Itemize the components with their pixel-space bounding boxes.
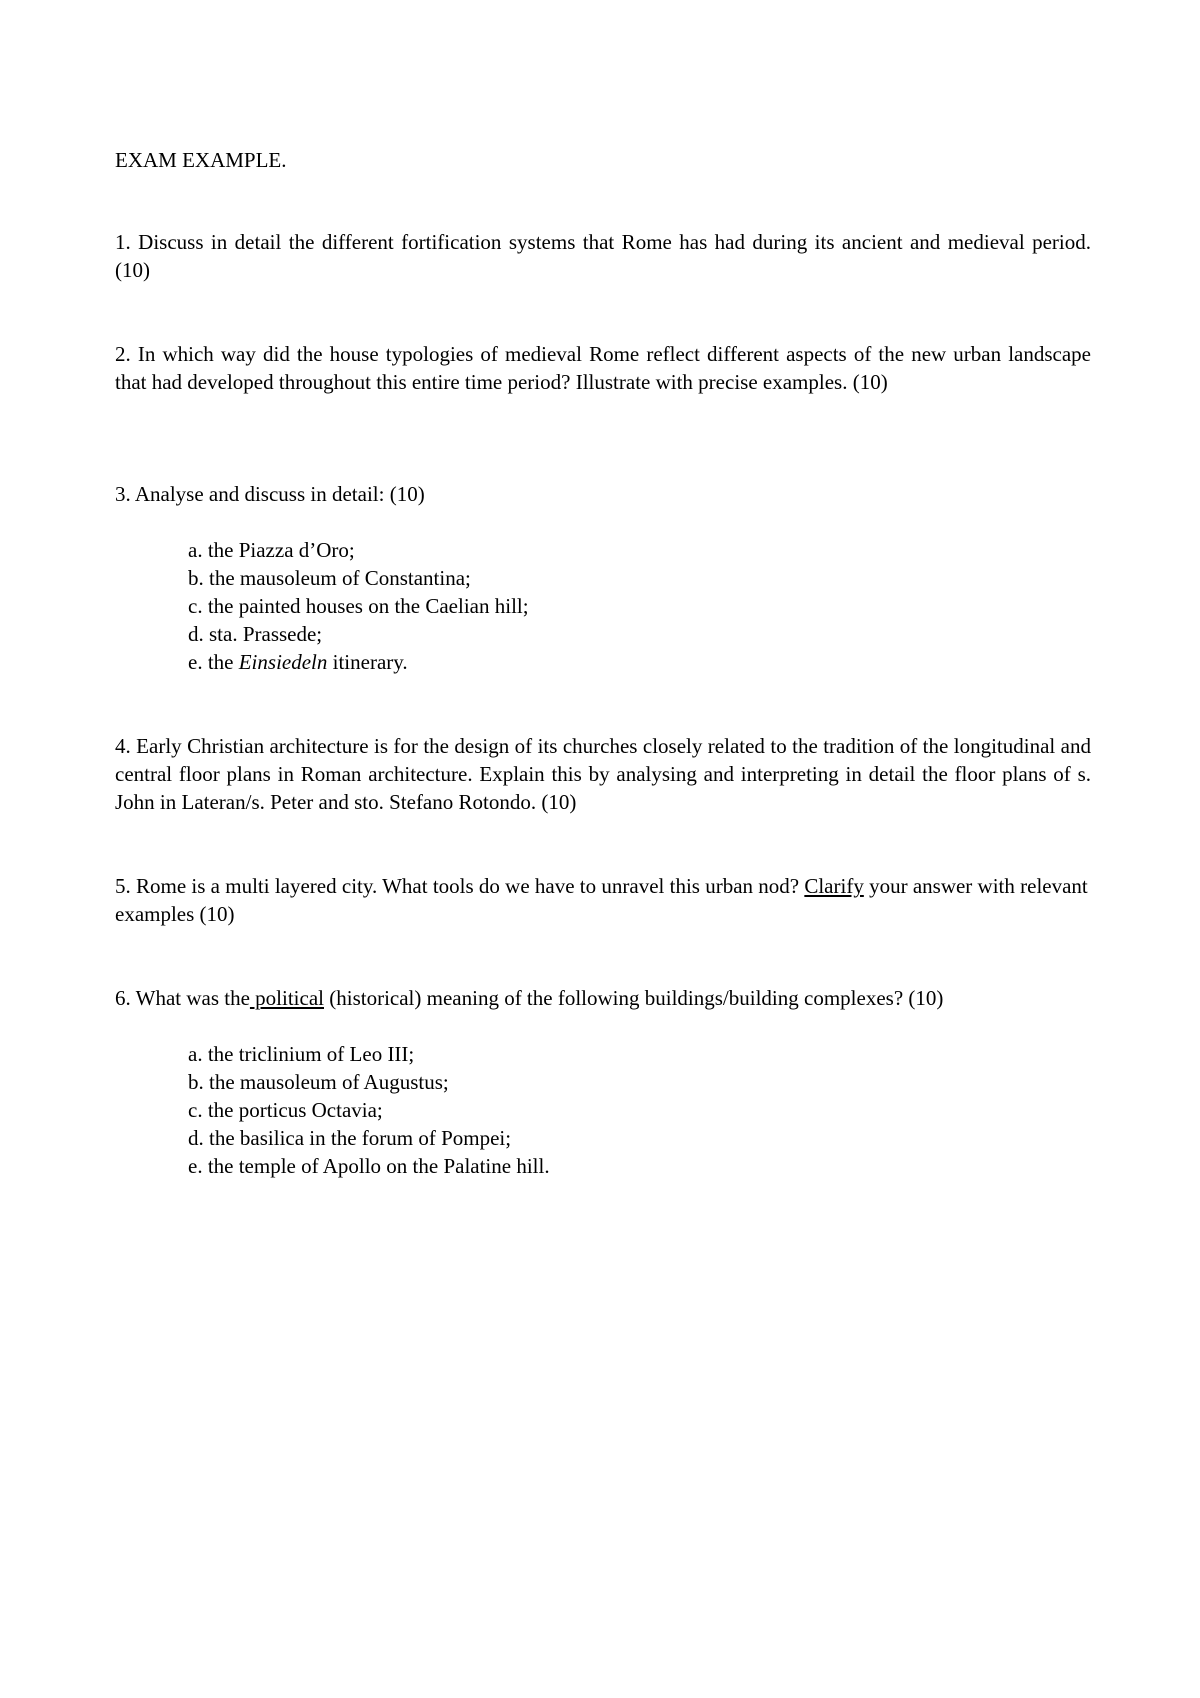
list-item: e. the temple of Apollo on the Palatine hill. — [188, 1154, 550, 1178]
question-2: 2. In which way did the house typologies of medieval Rome reflect different aspects of the new urban landscape that had developed throughout this entire time period? Illustrate with precise examples. (10) — [115, 342, 1091, 394]
underlined-word: political — [249, 986, 324, 1010]
question-3-list — [188, 536, 529, 676]
page-title: EXAM EXAMPLE. — [115, 148, 287, 172]
question-6-list — [188, 1040, 550, 1180]
list-item: b. the mausoleum of Constantina; — [188, 566, 471, 590]
question-6-stem: 6. What was the political (historical) meaning of the following buildings/building complexes? (10) — [115, 986, 944, 1010]
list-item: e. the Einsiedeln itinerary. — [188, 650, 408, 674]
question-5: 5. Rome is a multi layered city. What tools do we have to unravel this urban nod? Clarify your answer with relevant examples (10) — [115, 874, 1088, 926]
list-item: d. the basilica in the forum of Pompei; — [188, 1126, 512, 1150]
question-4: 4. Early Christian architecture is for the design of its churches closely related to the tradition of the longitudinal and central floor plans in Roman architecture. Explain this by analysing and interpreting in detail the floor plans of s. John in Lateran/s. Peter and sto. Stefano Rotondo. (10) — [115, 734, 1091, 814]
question-1: 1. Discuss in detail the different fortification systems that Rome has had during its ancient and medieval period. (10) — [115, 230, 1091, 282]
list-item: a. the triclinium of Leo III; — [188, 1042, 415, 1066]
list-item: a. the Piazza d’Oro; — [188, 538, 355, 562]
list-item: d. sta. Prassede; — [188, 622, 323, 646]
underlined-word: Clarify — [804, 874, 864, 898]
list-item: c. the painted houses on the Caelian hill; — [188, 594, 529, 618]
list-item: c. the porticus Octavia; — [188, 1098, 383, 1122]
question-3-stem: 3. Analyse and discuss in detail: (10) — [115, 482, 425, 506]
list-item: b. the mausoleum of Augustus; — [188, 1070, 449, 1094]
italic-term: Einsiedeln — [238, 650, 328, 674]
